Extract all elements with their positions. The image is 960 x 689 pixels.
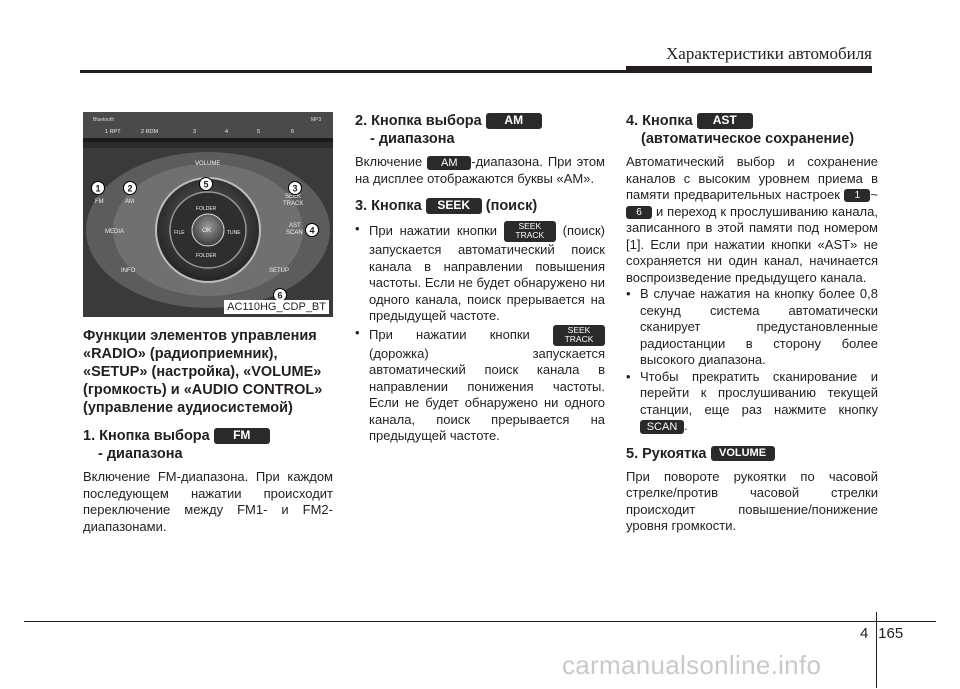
callout-2 — [124, 182, 137, 195]
item-2-text-b: -диапазона. При этом на дисплее отображаются буквы «AM». — [355, 154, 605, 186]
preset-tilde: ~ — [870, 187, 878, 202]
item-5-title — [626, 445, 878, 463]
item-4-title — [626, 112, 878, 130]
item-2-title — [355, 112, 605, 130]
fm-label: FM — [95, 199, 104, 205]
watermark: carmanualsonline.info — [562, 650, 822, 680]
ast-bullet-2-end: . — [684, 418, 688, 433]
radio-panel-photo — [83, 112, 333, 317]
seek-track-up-badge — [504, 221, 556, 242]
callout-3 — [289, 182, 302, 195]
strip-label-mp3: MP3 — [311, 117, 322, 123]
ast-label: AST — [289, 223, 301, 229]
header-tab — [626, 66, 872, 73]
column-2 — [355, 112, 605, 445]
file-label: FILE — [174, 230, 185, 236]
section-heading: Функции элементов управления «RADIO» (радиоприемник), «SETUP» (настройка), «VOLUME» (громкость) и «AUDIO CONTROL» (управление аудиосистемой) — [83, 328, 323, 416]
item-2-text-a: Включение — [355, 154, 423, 169]
am-label: AM — [125, 199, 134, 205]
svg-text:5: 5 — [203, 179, 209, 190]
am-button-badge: AM — [486, 113, 542, 129]
seek-badge-top-2: SEEK — [567, 324, 591, 335]
ast-bullet-2: • Чтобы прекратить сканирование и перейти к прослушиванию текущей станции, еще раз нажмите кнопку SCAN . — [626, 368, 878, 433]
scan-label: SCAN — [286, 230, 303, 236]
seek-bullet-1: • При нажатии кнопки SEEK TRACK (поиск) запускается автоматический поиск канала в направлении повышения частоты. Если не будет обнаружено ни одного канала, поиск прерывается на предыдущей частоте. — [355, 221, 605, 323]
item-4-title-text: 4. Кнопка — [626, 113, 693, 129]
item-1-text: Включение FM-диапазона. При каждом последующем нажатии происходит переключение между FM1- и FM2-диапазонами. — [83, 469, 333, 534]
item-4-text-b: и переход к прослушиванию канала, записанного в этой памяти под номером [1]. Если при нажатии кнопки «AST» не сохраняется ни один канал, начинается воспроизведение предыдущего канала. — [626, 203, 878, 285]
item-3-title-b: (поиск) — [485, 198, 538, 214]
preset-4-label: 4 — [225, 129, 229, 135]
track-label: TRACK — [283, 201, 304, 207]
callout-4 — [306, 224, 319, 237]
preset-1-badge: 1 — [844, 189, 870, 202]
seek-badge-top: SEEK — [518, 221, 542, 231]
preset-1-label: 1 RPT — [105, 129, 121, 135]
item-4-text — [626, 154, 878, 286]
seek-badge-bottom-2: TRACK — [564, 333, 594, 344]
svg-text:2: 2 — [127, 183, 133, 194]
callout-1 — [92, 182, 105, 195]
setup-label: SETUP — [269, 268, 290, 274]
item-1-subtitle: - диапазона — [98, 446, 183, 462]
photo-caption: AC110HG_CDP_BT — [224, 300, 329, 314]
ast-bullet-1-text: В случае нажатия на кнопку более 0,8 секунд система автоматически сканирует предустановленные радиостанции в сторону более высокого диапазона. — [640, 286, 878, 367]
seek-bullet-2: • При нажатии кнопки SEEK TRACK (дорожка) запускается автоматический поиск канала в направлении понижения частоты. Если не будет обнаружено ни одного канала, поиск прерывается на предыдущей частоте. — [355, 324, 605, 443]
callout-5 — [200, 178, 213, 191]
media-label: MEDIA — [105, 229, 125, 235]
svg-text:1: 1 — [95, 183, 101, 194]
ok-label: OK — [202, 227, 212, 234]
item-5-title-text: 5. Рукоятка — [626, 445, 707, 462]
strip-label-bluetooth: Bluetooth — [93, 117, 115, 123]
page-number-value: 165 — [878, 625, 904, 642]
item-4-subtitle: (автоматическое сохранение) — [641, 131, 855, 147]
ast-button-badge: AST — [697, 113, 753, 129]
tune-label: TUNE — [227, 230, 241, 236]
seek-bullet-2-b: (дорожка) запускается автоматический поиск канала в направлении понижения частоты. Если не будет обнаружено ни одного канала, поиск прерывается на предыдущей частоте. — [369, 345, 605, 443]
seek-label: SEEK — [285, 194, 302, 200]
chapter-number: 4 — [860, 625, 869, 642]
item-3-title-text: 3. Кнопка — [355, 198, 422, 214]
preset-6-label: 6 — [291, 129, 295, 135]
fm-button-badge: FM — [214, 428, 270, 444]
ast-bullet-1: • В случае нажатия на кнопку более 0,8 секунд система автоматически сканирует предустановленные радиостанции в сторону более высокого диапазона. — [626, 286, 878, 367]
scan-button-badge: SCAN — [640, 420, 684, 434]
item-3-title — [355, 197, 605, 215]
radio-panel-illustration — [83, 112, 333, 317]
item-1-title — [83, 427, 333, 445]
preset-6-badge: 6 — [626, 206, 652, 219]
folder-up-label: FOLDER — [196, 206, 217, 212]
seek-button-badge: SEEK — [426, 198, 482, 214]
item-4-text-a: Автоматический выбор и сохранение каналов с высоким уровнем приема в памяти предварительных настроек — [626, 154, 878, 202]
item-2-subtitle: - диапазона — [370, 131, 455, 147]
svg-text:3: 3 — [292, 183, 298, 194]
seek-track-down-badge — [553, 325, 605, 346]
footer-rule — [24, 621, 936, 622]
seek-bullet-2-a: При нажатии кнопки — [369, 326, 530, 342]
item-2-title-text: 2. Кнопка выбора — [355, 113, 482, 129]
volume-knob-badge: VOLUME — [711, 446, 775, 461]
footer-vertical-rule — [876, 612, 877, 688]
preset-3-label: 3 — [193, 129, 197, 135]
column-3 — [626, 112, 878, 535]
preset-5-label: 5 — [257, 129, 261, 135]
am-inline-badge: AM — [427, 156, 471, 170]
seek-bullet-1-a: При нажатии кнопки — [369, 222, 498, 238]
svg-text:4: 4 — [309, 225, 315, 236]
preset-2-label: 2 RDM — [141, 129, 159, 135]
page-header-title: Характеристики автомобиля — [666, 44, 872, 63]
ast-bullet-2-text: Чтобы прекратить сканирование и перейти к прослушиванию текущей станции, еще раз нажмите кнопку — [640, 368, 878, 417]
seek-badge-bottom: TRACK — [515, 230, 545, 240]
item-1-title-text: 1. Кнопка выбора — [83, 428, 210, 444]
info-label: INFO — [121, 268, 136, 274]
column-1 — [83, 112, 333, 535]
item-5-text: При повороте рукоятки по часовой стрелке/против часовой стрелки происходит повышение/понижение уровня громкости. — [626, 468, 878, 533]
folder-down-label: FOLDER — [196, 253, 217, 259]
seek-bullet-1-b: (поиск) запускается автоматический поиск канала в направлении повышения частоты. Если не будет обнаружено ни одного канала, поиск прерывается на предыдущей частоте. — [369, 222, 605, 323]
page-number — [860, 625, 903, 642]
volume-label: VOLUME — [195, 161, 221, 167]
item-2-text — [355, 154, 605, 187]
svg-text:6: 6 — [277, 290, 283, 301]
